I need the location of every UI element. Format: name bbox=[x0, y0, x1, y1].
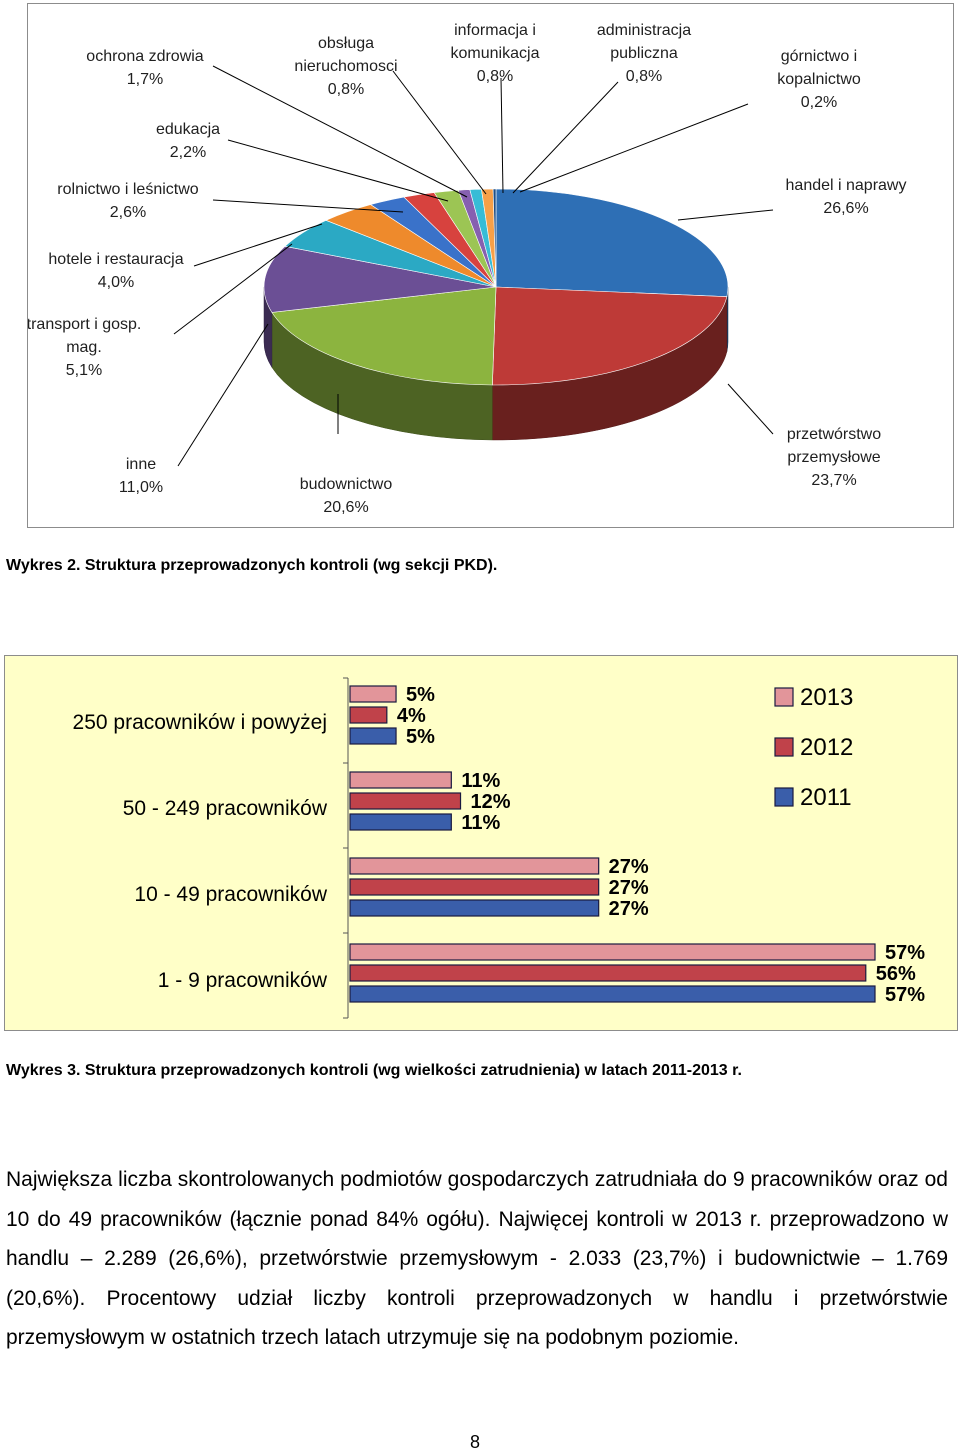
pie-label-przetworstwo-przemyslowe: przetwórstwo przemysłowe 23,7% bbox=[786, 426, 882, 489]
bar-chart-panel bbox=[4, 655, 958, 1031]
leader-line-handel-i-naprawy bbox=[678, 210, 773, 220]
leader-line-informacja-i-komunikacja bbox=[501, 78, 503, 193]
bar-2011-50-249-pracownikow bbox=[350, 814, 451, 830]
data-label-2011-250-pracownikow-i-powyzej: 5% bbox=[406, 726, 435, 748]
bar-2012-1-9-pracownikow bbox=[350, 965, 866, 981]
data-label-2012-50-249-pracownikow: 12% bbox=[470, 791, 511, 813]
bar-chart-caption: Wykres 3. Struktura przeprowadzonych kontroli (wg wielkości zatrudnienia) w latach 2011-2013 r. bbox=[6, 1062, 742, 1079]
legend-label-2013: 2013 bbox=[800, 684, 854, 711]
category-label-10-49-pracownikow: 10 - 49 pracowników bbox=[134, 883, 327, 906]
bar-2013-1-9-pracownikow bbox=[350, 944, 875, 960]
bar-2011-1-9-pracownikow bbox=[350, 986, 875, 1002]
pie-label-transport-i-gosp-mag: transport i gosp. mag. 5,1% bbox=[28, 316, 142, 379]
bar-2012-10-49-pracownikow bbox=[350, 879, 599, 895]
bar-2011-10-49-pracownikow bbox=[350, 900, 599, 916]
pie-label-obsluga-nieruchomosci: obsługa nieruchomosci 0,8% bbox=[294, 35, 398, 98]
leader-line-administracja-publiczna bbox=[513, 82, 618, 193]
legend-swatch-2011 bbox=[775, 788, 793, 806]
data-label-2013-250-pracownikow-i-powyzej: 5% bbox=[406, 684, 435, 706]
pie-label-rolnictwo-i-lesnictwo: rolnictwo i leśnictwo 2,6% bbox=[57, 181, 199, 221]
pie-label-edukacja: edukacja 2,2% bbox=[155, 121, 221, 161]
bar-2012-50-249-pracownikow bbox=[350, 793, 461, 809]
bar-2013-50-249-pracownikow bbox=[350, 772, 451, 788]
leader-line-gornictwo-i-kopalnictwo bbox=[520, 104, 748, 192]
leader-line-przetworstwo-przemyslowe bbox=[728, 384, 773, 434]
pie-label-inne: inne 11,0% bbox=[118, 456, 164, 496]
data-label-2011-10-49-pracownikow: 27% bbox=[608, 898, 649, 920]
data-label-2013-1-9-pracownikow: 57% bbox=[885, 942, 926, 964]
leader-line-obsluga-nieruchomosci bbox=[393, 71, 486, 194]
pie-label-informacja-i-komunikacja: informacja i komunikacja 0,8% bbox=[450, 22, 540, 85]
pie-chart bbox=[28, 4, 952, 526]
category-label-250-pracownikow-i-powyzej: 250 pracowników i powyżej bbox=[72, 711, 327, 734]
pie-chart-panel bbox=[27, 3, 954, 528]
pie-chart-caption: Wykres 2. Struktura przeprowadzonych kontroli (wg sekcji PKD). bbox=[6, 557, 498, 574]
data-label-2012-250-pracownikow-i-powyzej: 4% bbox=[396, 705, 426, 727]
pie-label-administracja-publiczna: administracja publiczna 0,8% bbox=[596, 22, 692, 85]
data-label-2013-50-249-pracownikow: 11% bbox=[461, 770, 501, 792]
data-label-2012-10-49-pracownikow: 27% bbox=[608, 877, 649, 899]
legend-swatch-2013 bbox=[775, 688, 793, 706]
leader-line-inne bbox=[178, 324, 268, 466]
data-label-2013-10-49-pracownikow: 27% bbox=[608, 856, 649, 878]
pie-label-hotele-i-restauracja: hotele i restauracja 4,0% bbox=[48, 251, 184, 291]
data-label-2012-1-9-pracownikow: 56% bbox=[875, 963, 916, 985]
bar-2013-10-49-pracownikow bbox=[350, 858, 599, 874]
legend-label-2011: 2011 bbox=[800, 784, 852, 811]
page-number: 8 bbox=[470, 1432, 481, 1452]
pie-tops bbox=[264, 189, 728, 385]
data-label-2011-1-9-pracownikow: 57% bbox=[885, 984, 926, 1006]
pie-label-ochrona-zdrowia: ochrona zdrowia 1,7% bbox=[86, 48, 204, 88]
category-label-1-9-pracownikow: 1 - 9 pracowników bbox=[157, 969, 327, 992]
bar-2013-250-pracownikow-i-powyzej bbox=[350, 686, 396, 702]
data-label-2011-50-249-pracownikow: 11% bbox=[461, 812, 501, 834]
category-label-50-249-pracownikow: 50 - 249 pracowników bbox=[122, 797, 327, 820]
pie-label-gornictwo-i-kopalnictwo: górnictwo i kopalnictwo 0,2% bbox=[777, 48, 861, 111]
bar-chart bbox=[5, 656, 956, 1029]
body-paragraph: Największa liczba skontrolowanych podmiotów gospodarczych zatrudniała do 9 pracowników oraz od 10 do 49 pracowników (łącznie ponad 84% ogółu). Najwięcej kontroli w 2013 r. przeprowadzono w handlu – 2.289 (26,6%), przetwórstwie przemysłowym - 2.033 (23,7%) i budownictwie – 1.769 (20,6%). Procentowy udział liczby kontroli przeprowadzonych w handlu i przetwórstwie przemysłowym w ostatnich trzech latach utrzymuje się na podobnym poziomie. bbox=[6, 1168, 948, 1349]
legend-swatch-2012 bbox=[775, 738, 793, 756]
bar-2011-250-pracownikow-i-powyzej bbox=[350, 728, 396, 744]
pie-slice-handel-i-naprawy bbox=[496, 189, 728, 297]
pie-label-budownictwo: budownictwo 20,6% bbox=[299, 476, 393, 516]
bar-2012-250-pracownikow-i-powyzej bbox=[350, 707, 387, 723]
legend-label-2012: 2012 bbox=[800, 734, 854, 761]
pie-label-handel-i-naprawy: handel i naprawy 26,6% bbox=[785, 177, 907, 217]
